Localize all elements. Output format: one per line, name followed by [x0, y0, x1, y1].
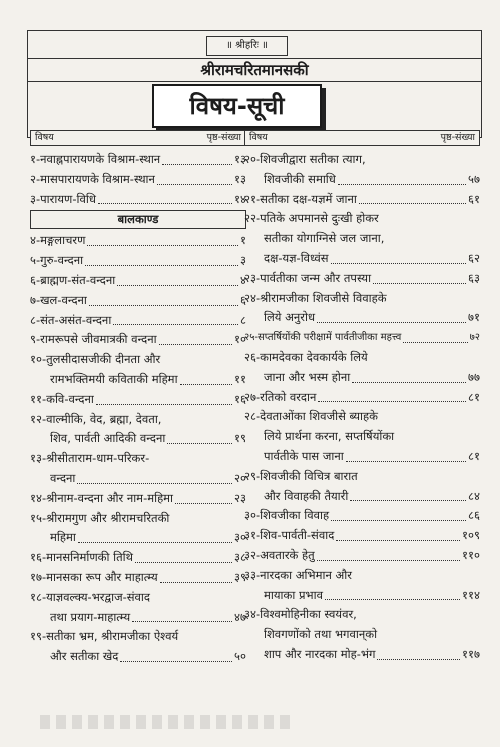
entry-number: १२-	[30, 411, 47, 426]
dot-leader	[373, 283, 466, 284]
toc-entry[interactable]	[244, 289, 480, 329]
entry-page: १	[240, 233, 246, 248]
dot-leader	[85, 265, 238, 266]
entry-page: ११०	[462, 547, 480, 562]
entry-title: खल-वन्दना	[40, 292, 87, 307]
left-column	[30, 130, 246, 667]
entry-title: मानसनिर्माणकी तिथि	[46, 550, 133, 565]
dot-leader	[318, 401, 466, 402]
toc-entry[interactable]	[30, 568, 246, 588]
toc-entry[interactable]	[30, 231, 246, 251]
entry-page: १०	[234, 332, 246, 347]
entry-title: मासपारायणके विश्राम-स्थान	[40, 171, 155, 186]
dot-leader	[132, 621, 232, 622]
dot-leader	[180, 384, 232, 385]
entry-page: ३०	[234, 530, 246, 545]
entry-number: २१-	[244, 191, 261, 206]
entry-number: १८-	[30, 589, 47, 604]
dot-leader	[135, 562, 232, 563]
dot-leader	[317, 560, 460, 561]
dot-leader	[325, 599, 460, 600]
entry-page: १३	[234, 171, 246, 186]
toc-entry[interactable]	[30, 588, 246, 628]
right-column-header	[244, 130, 480, 146]
entry-number: ९-	[30, 332, 41, 347]
entry-page: ६	[240, 292, 246, 307]
entry-page: २०	[234, 470, 246, 485]
entry-page: ६३	[468, 270, 480, 285]
entry-title: श्रीरामगुण और श्रीरामचरितकी	[46, 510, 170, 525]
dot-leader	[78, 542, 232, 543]
dot-leader	[159, 344, 232, 345]
toc-entry[interactable]	[30, 330, 246, 350]
entry-page: ११४	[462, 587, 480, 602]
entry-title: सतीका दक्ष-यज्ञमें जाना	[260, 191, 357, 206]
toc-entry[interactable]	[30, 548, 246, 568]
entry-number: ७-	[30, 292, 41, 307]
entry-title: वाल्मीकि, वेद, ब्रह्मा, देवता,	[46, 411, 162, 426]
entry-title-cont: शिवगणोंको तथा भगवान्‌को	[264, 627, 378, 642]
toc-entry[interactable]	[30, 509, 246, 549]
dot-leader	[352, 382, 466, 383]
dot-leader	[113, 324, 238, 325]
entry-title: पारायण-विधि	[40, 191, 96, 206]
toc-entry[interactable]	[30, 251, 246, 271]
subject-header: विषय	[35, 132, 54, 143]
page-header: पृष्ठ-संख्या	[440, 132, 475, 143]
entry-title: रामरूपसे जीवमात्रकी वन्दना	[40, 332, 157, 347]
toc-entry[interactable]	[30, 449, 246, 489]
toc-entry[interactable]	[30, 170, 246, 190]
entry-title: अवतारके हेतु	[260, 547, 315, 562]
entry-title: मङ्गलाचरण	[40, 233, 86, 248]
entry-title-cont: और विवाहकी तैयारी	[264, 488, 349, 503]
entry-number: २५-	[244, 332, 259, 344]
dot-leader	[403, 342, 467, 343]
entry-title: विश्वमोहिनीका स्वयंवर,	[260, 607, 357, 622]
entry-page: ५७	[468, 171, 480, 186]
entry-page: ६२	[468, 250, 480, 265]
entry-title: कामदेवका देवकार्यके लिये	[260, 349, 368, 364]
entry-number: २९-	[244, 468, 261, 483]
page-header: पृष्ठ-संख्या	[206, 132, 241, 143]
entry-number: ४-	[30, 233, 41, 248]
entry-page: ८	[240, 312, 246, 327]
invocation-label: ॥ श्रीहरिः ॥	[206, 36, 288, 56]
entry-page: १३	[234, 152, 246, 166]
toc-entry[interactable]	[30, 627, 246, 667]
toc-entry[interactable]	[244, 269, 480, 289]
entry-title: ब्राह्मण-संत-वन्दना	[40, 272, 116, 287]
contents-banner: विषय-सूची	[152, 84, 322, 128]
dot-leader	[167, 443, 232, 444]
entry-title-cont: मायाका प्रभाव	[264, 587, 323, 602]
entry-number: १४-	[30, 490, 47, 505]
entry-title-cont: वन्दना	[50, 470, 76, 485]
toc-entry[interactable]	[244, 190, 480, 210]
entry-title: शिवजीका विवाह	[260, 508, 330, 523]
toc-entry[interactable]	[244, 150, 480, 190]
faded-print-smudge	[40, 715, 290, 729]
toc-entry[interactable]	[244, 467, 480, 507]
entry-page: ४	[240, 272, 246, 287]
entry-number: १५-	[30, 510, 47, 525]
entry-title-cont: पार्वतीके पास जाना	[264, 448, 344, 463]
entry-number: ६-	[30, 272, 41, 287]
dot-leader	[96, 404, 232, 405]
dot-leader	[331, 520, 466, 521]
toc-entry[interactable]	[244, 566, 480, 606]
toc-entry[interactable]	[244, 209, 480, 268]
toc-entry[interactable]	[244, 407, 480, 466]
entry-number: २-	[30, 171, 41, 186]
book-title: श्रीरामचरितमानसकी	[27, 58, 482, 82]
entry-title: संत-असंत-वन्दना	[40, 312, 112, 327]
dot-leader	[377, 659, 460, 660]
toc-entry[interactable]	[30, 291, 246, 311]
entry-number: २६-	[244, 349, 261, 364]
entry-title: नवाह्नपारायणके विश्राम-स्थान	[40, 152, 161, 166]
entry-number: १६-	[30, 550, 47, 565]
right-column	[244, 130, 480, 665]
entry-page: १०९	[462, 528, 480, 543]
entry-page: १९	[234, 431, 246, 446]
entry-title-cont: तथा प्रयाग-माहात्म्य	[50, 609, 131, 624]
entry-page: ७७	[468, 369, 480, 384]
entry-page: ८४	[468, 488, 480, 503]
entry-number: १-	[30, 152, 41, 166]
toc-entry[interactable]	[244, 526, 480, 546]
entry-number: ३३-	[244, 567, 261, 582]
entry-title-cont: और सतीका खेद	[50, 649, 119, 664]
entry-page: ७१	[468, 310, 480, 325]
dot-leader	[175, 503, 232, 504]
entry-number: ८-	[30, 312, 41, 327]
entry-page: १६	[234, 391, 246, 406]
entry-title-cont: शिवजीकी समाधि	[264, 171, 336, 186]
entry-number: १३-	[30, 451, 47, 466]
entry-number: ३२-	[244, 547, 261, 562]
dot-leader	[336, 540, 460, 541]
entry-title: देवताओंका शिवजीसे ब्याहके	[260, 409, 378, 424]
toc-entry[interactable]	[30, 489, 246, 509]
entry-page: ३	[240, 253, 246, 268]
toc-entry[interactable]	[244, 328, 480, 348]
entry-page: ४७	[234, 609, 246, 624]
left-column-header	[30, 130, 246, 146]
dot-leader	[346, 461, 466, 462]
entry-title-cont: सतीका योगाग्निसे जल जाना,	[264, 231, 385, 246]
entry-page: ३९	[234, 569, 246, 584]
entry-number: १०-	[30, 352, 47, 367]
entry-number: २३-	[244, 270, 261, 285]
entry-title: कवि-वन्दना	[46, 391, 94, 406]
entry-number: ५-	[30, 253, 41, 268]
dot-leader	[160, 582, 232, 583]
dot-leader	[350, 500, 466, 501]
entry-page: ८६	[468, 508, 480, 523]
entry-title: याज्ञवल्क्य-भरद्वाज-संवाद	[46, 589, 151, 604]
entry-number: ३४-	[244, 607, 261, 622]
entry-title: पार्वतीका जन्म और तपस्या	[260, 270, 372, 285]
entry-page: ११	[234, 371, 246, 386]
toc-entry[interactable]	[30, 190, 246, 210]
toc-entry[interactable]	[30, 350, 246, 390]
entry-title: सतीका भ्रम, श्रीरामजीका ऐश्वर्य	[46, 629, 179, 644]
toc-entry[interactable]	[244, 546, 480, 566]
dot-leader	[359, 203, 466, 204]
entry-title: नारदका अभिमान और	[260, 567, 352, 582]
entry-title: पतिके अपमानसे दुःखी होकर	[260, 211, 379, 226]
dot-leader	[117, 285, 238, 286]
entry-title: शिवजीद्वारा सतीका त्याग,	[260, 152, 366, 166]
entry-title-cont: शाप और नारदका मोह-भंग	[264, 646, 376, 661]
entry-page: ८१	[468, 448, 480, 463]
entry-title: तुलसीदासजीकी दीनता और	[46, 352, 161, 367]
entry-title: श्रीनाम-वन्दना और नाम-महिमा	[46, 490, 174, 505]
toc-entry[interactable]	[244, 388, 480, 408]
toc-entry[interactable]	[30, 390, 246, 410]
entry-number: २७-	[244, 389, 261, 404]
entry-page: २३	[234, 490, 246, 505]
dot-leader	[157, 184, 232, 185]
toc-entry[interactable]	[244, 506, 480, 526]
entry-title: सप्तर्षियोंकी परीक्षामें पार्वतीजीका महत्त्व	[258, 332, 402, 344]
toc-entry[interactable]	[30, 271, 246, 291]
entry-title-cont: लिये अनुरोध	[264, 310, 316, 325]
entry-page: ५०	[234, 649, 246, 664]
toc-entry[interactable]	[244, 348, 480, 388]
dot-leader	[77, 483, 232, 484]
entry-number: २८-	[244, 409, 261, 424]
toc-entry[interactable]	[30, 410, 246, 450]
entry-title: श्रीसीताराम-धाम-परिकर-	[46, 451, 150, 466]
entry-page: १४	[234, 191, 246, 206]
entry-title-cont: जाना और भस्म होना	[264, 369, 351, 384]
entry-title: रतिको वरदान	[260, 389, 317, 404]
toc-entry[interactable]	[30, 150, 246, 170]
toc-entry[interactable]	[244, 605, 480, 664]
subject-header: विषय	[249, 132, 268, 143]
entry-page: ६१	[468, 191, 480, 206]
dot-leader	[120, 661, 232, 662]
dot-leader	[89, 305, 238, 306]
entry-number: १९-	[30, 629, 47, 644]
entry-number: १७-	[30, 569, 47, 584]
entry-title-cont: लिये प्रार्थना करना, सप्तर्षियोंका	[264, 429, 395, 444]
entry-title-cont: दक्ष-यज्ञ-विध्वंस	[264, 250, 329, 265]
entry-title-cont: शिव, पार्वती आदिकी वन्दना	[50, 431, 166, 446]
entry-number: ३०-	[244, 508, 261, 523]
dot-leader	[331, 263, 466, 264]
entry-page: ३८	[234, 550, 246, 565]
entry-page: ८१	[468, 389, 480, 404]
entry-title: शिव-पार्वती-संवाद	[260, 528, 335, 543]
toc-entry[interactable]	[30, 311, 246, 331]
entry-number: ३१-	[244, 528, 261, 543]
dot-leader	[87, 245, 238, 246]
dot-leader	[162, 164, 232, 165]
entry-number: ११-	[30, 391, 47, 406]
entry-number: २०-	[244, 152, 261, 166]
dot-leader	[98, 203, 232, 204]
entry-title: गुरु-वन्दना	[40, 253, 84, 268]
dot-leader	[317, 322, 466, 323]
entry-title: श्रीरामजीका शिवजीसे विवाहके	[260, 290, 387, 305]
entry-page: ११७	[462, 646, 480, 661]
section-heading: बालकाण्ड	[30, 210, 246, 229]
entry-title: शिवजीकी विचित्र बारात	[260, 468, 358, 483]
entry-title-cont: रामभक्तिमयी कविताकी महिमा	[50, 371, 178, 386]
entry-number: ३-	[30, 191, 41, 206]
entry-title-cont: महिमा	[50, 530, 76, 545]
entry-page: ७२	[469, 332, 480, 344]
entry-number: २४-	[244, 290, 261, 305]
entry-number: २२-	[244, 211, 261, 226]
entry-title: मानसका रूप और माहात्म्य	[46, 569, 158, 584]
dot-leader	[338, 184, 466, 185]
